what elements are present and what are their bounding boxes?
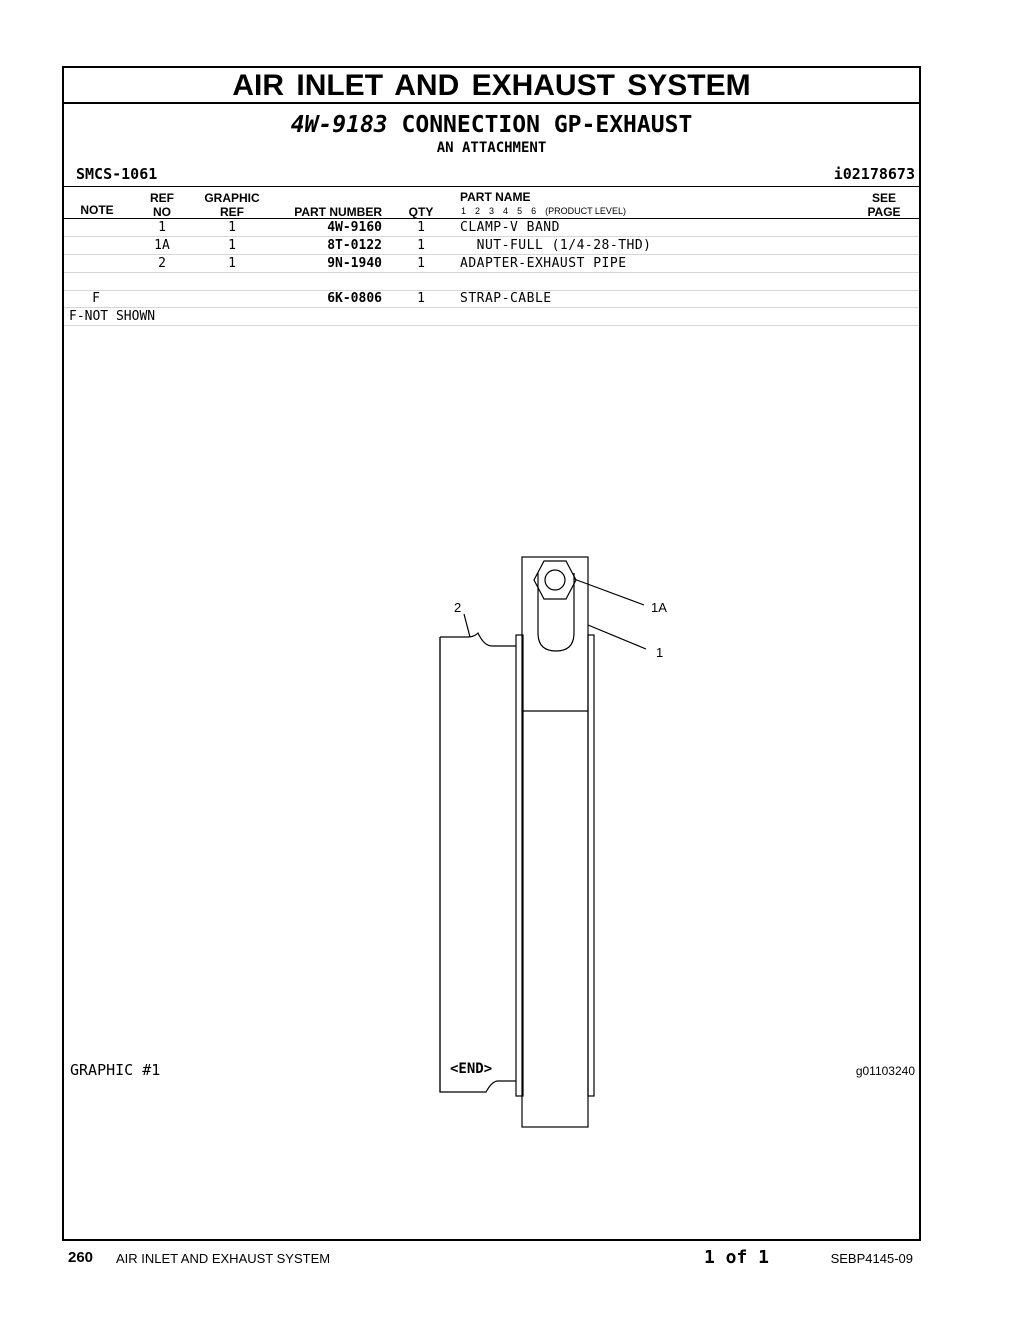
page-number: 260: [68, 1249, 94, 1266]
callout-1: 1: [656, 645, 664, 660]
column-note: NOTE: [80, 203, 114, 217]
parts-diagram: [434, 553, 674, 1133]
column-part-number: PART NUMBER: [294, 205, 382, 219]
clamp-lip: [588, 635, 594, 1096]
diagram-linework: [440, 557, 646, 1127]
footnote-not-shown: F-NOT SHOWN: [69, 309, 156, 324]
clamp-outline: [522, 557, 588, 1127]
row-ref: 1A: [154, 238, 170, 253]
header-top-divider: [64, 186, 919, 187]
row-part-number: 8T-0122: [327, 238, 382, 253]
tbolt-tab: [538, 573, 574, 651]
row-part-number: 9N-1940: [327, 256, 382, 271]
callout-1a: 1A: [651, 600, 667, 615]
hex-nut-shape: [534, 561, 576, 599]
table-row: [64, 219, 919, 237]
row-graphic-ref: 1: [228, 256, 236, 271]
graphic-label: GRAPHIC #1: [70, 1061, 161, 1079]
table-row: [64, 290, 919, 308]
row-qty: 1: [417, 291, 425, 306]
row-part-name: ADAPTER-EXHAUST PIPE: [460, 256, 627, 271]
assembly-number: 4W-9183: [290, 112, 388, 138]
leader-line-1: [588, 625, 646, 649]
table-row-empty: [64, 273, 919, 291]
row-part-number: 4W-9160: [327, 220, 382, 235]
column-graphic-top: GRAPHIC: [204, 191, 260, 205]
level-label: 1: [461, 206, 467, 216]
assembly-subtitle: AN ATTACHMENT: [436, 140, 547, 156]
row-ref: 2: [158, 256, 166, 271]
column-see-top: SEE: [871, 191, 896, 205]
column-qty: QTY: [408, 205, 434, 219]
row-part-name: STRAP-CABLE: [460, 291, 552, 306]
info-id: i02178673: [833, 165, 915, 183]
level-label: 5: [517, 206, 523, 216]
catalog-page-frame: [62, 66, 921, 1241]
document-id: SEBP4145-09: [830, 1251, 913, 1266]
assembly-heading: [64, 112, 919, 138]
section-title: AIR INLET AND EXHAUST SYSTEM: [64, 68, 919, 104]
leader-line-1a: [574, 579, 644, 605]
callout-2: 2: [454, 600, 462, 615]
product-level-label: (PRODUCT LEVEL): [545, 206, 626, 216]
row-qty: 1: [417, 220, 425, 235]
end-marker: <END>: [450, 1061, 493, 1077]
row-part-number: 6K-0806: [327, 291, 382, 306]
graphic-id: g01103240: [855, 1064, 915, 1078]
column-see-bottom: PAGE: [867, 205, 901, 219]
table-row: [64, 237, 919, 255]
row-part-name: NUT-FULL (1/4-28-THD): [460, 238, 652, 253]
row-ref: 1: [158, 220, 166, 235]
column-part-name: PART NAME: [460, 190, 531, 204]
leader-line-2: [464, 614, 470, 637]
row-graphic-ref: 1: [228, 220, 236, 235]
product-levels: [461, 206, 635, 216]
level-label: 6: [531, 206, 537, 216]
level-label: 4: [503, 206, 509, 216]
row-graphic-ref: 1: [228, 238, 236, 253]
smcs-code: SMCS-1061: [76, 165, 158, 183]
page-of-indicator: 1 of 1: [704, 1247, 770, 1268]
row-part-name: CLAMP-V BAND: [460, 220, 560, 235]
row-qty: 1: [417, 256, 425, 271]
column-graphic-bottom: REF: [220, 205, 244, 219]
row-qty: 1: [417, 238, 425, 253]
table-row-footnote: [64, 308, 919, 326]
assembly-name: CONNECTION GP-EXHAUST: [401, 112, 693, 138]
footer-section-title: AIR INLET AND EXHAUST SYSTEM: [116, 1251, 331, 1266]
adapter-bottom-contour: [440, 637, 516, 1092]
level-label: 3: [489, 206, 495, 216]
bolt-end-circle: [545, 570, 565, 590]
table-row: [64, 255, 919, 273]
column-ref-bottom: NO: [153, 205, 171, 219]
column-ref-top: REF: [150, 191, 174, 205]
row-note: F: [92, 291, 100, 306]
level-label: 2: [475, 206, 481, 216]
adapter-top-contour: [440, 633, 516, 646]
